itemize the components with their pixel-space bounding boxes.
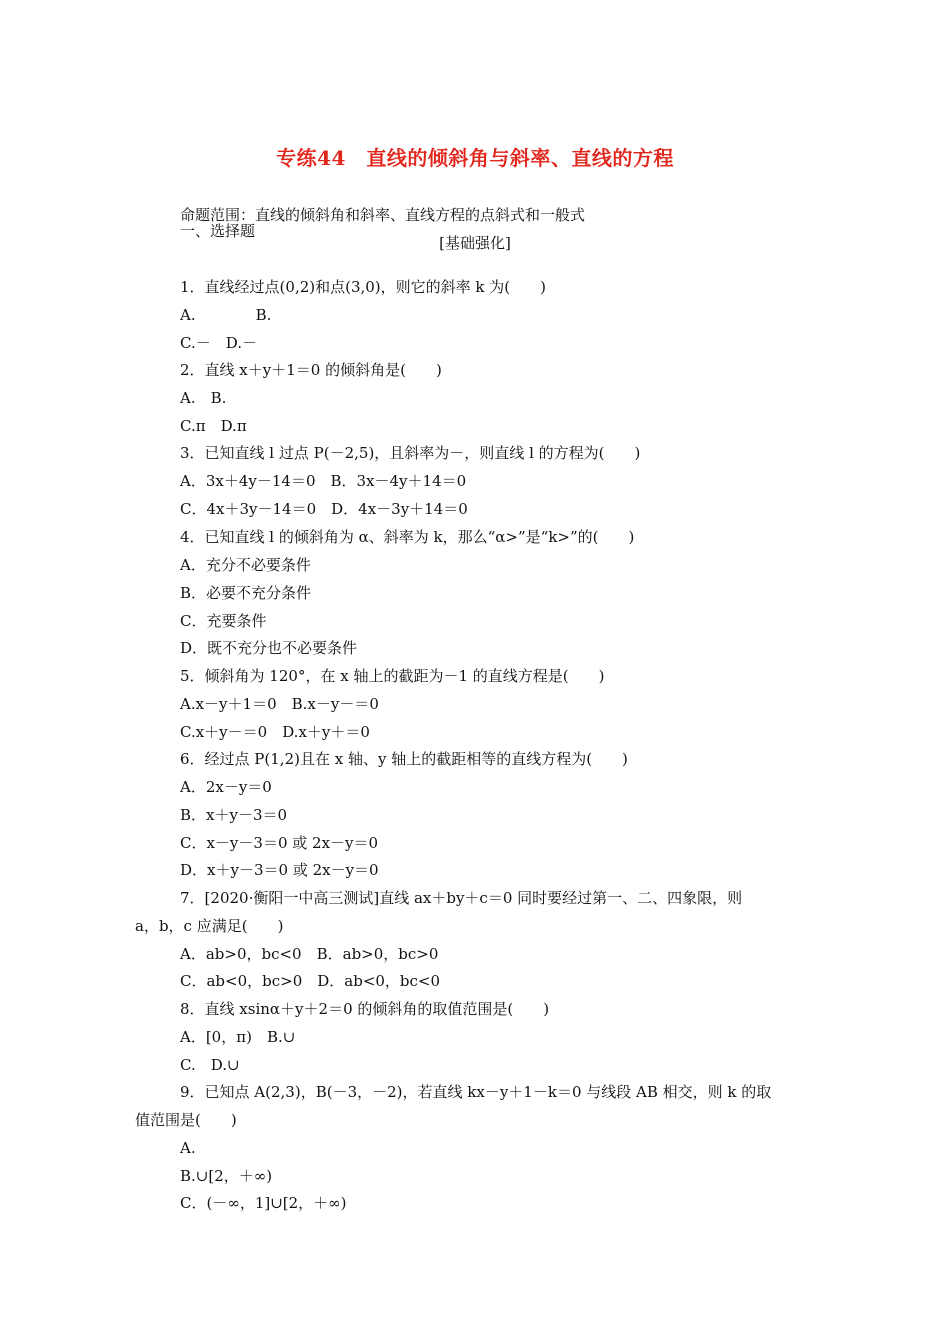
text-line: 8．直线 xsinα＋y＋2＝0 的倾斜角的取值范围是( ) [180,1000,550,1018]
text-line: C.π D.π [180,417,247,435]
text-line: A.x－y＋1＝0 B.x－y－＝0 [180,695,379,713]
text-line: 值范围是( ) [135,1111,237,1129]
text-line: A．3x＋4y－14＝0 B．3x－4y＋14＝0 [180,472,467,490]
text-line: D．x＋y－3＝0 或 2x－y＝0 [180,861,379,879]
text-line: C.x＋y－＝0 D.x＋y＋＝0 [180,723,370,741]
text-line: C.－ D.－ [180,334,257,352]
text-line: B．x＋y－3＝0 [180,806,288,824]
text-line: A. B. [180,389,227,407]
text-line: C．充要条件 [180,612,267,630]
text-line: A. B. [180,306,272,324]
text-line: C．x－y－3＝0 或 2x－y＝0 [180,834,379,852]
text-line: C. D.∪ [180,1056,240,1074]
text-line: D．既不充分也不必要条件 [180,639,358,657]
text-line: 3．已知直线 l 过点 P(－2,5)，且斜率为－，则直线 l 的方程为( ) [180,444,641,462]
text-line: 2．直线 x＋y＋1＝0 的倾斜角是( ) [180,361,442,379]
text-line: A．充分不必要条件 [180,556,311,574]
text-line: A．2x－y＝0 [180,778,272,796]
text-line: C．4x＋3y－14＝0 D．4x－3y＋14＝0 [180,500,468,518]
text-line: 4．已知直线 l 的倾斜角为 α、斜率为 k，那么“α>”是“k>”的( ) [180,528,635,546]
text-line: 命题范围：直线的倾斜角和斜率、直线方程的点斜式和一般式 [180,206,586,224]
text-line: A．[0，π) B.∪ [180,1028,296,1046]
text-line: 6．经过点 P(1,2)且在 x 轴、y 轴上的截距相等的直线方程为( ) [180,750,628,768]
text-line: 9．已知点 A(2,3)，B(－3，－2)，若直线 kx－y＋1－k＝0 与线段 AB 相交，则 k 的取 [180,1083,772,1101]
text-line: B．必要不充分条件 [180,584,312,602]
text-line: 7．[2020·衡阳一中高三测试]直线 ax＋by＋c＝0 同时要经过第一、二、四象限，则 [180,889,743,907]
text-line: 1．直线经过点(0,2)和点(3,0)，则它的斜率 k 为( ) [180,278,546,296]
text-line: 一、选择题 [180,222,256,240]
text-line: [基础强化] [439,234,511,252]
text-line: B.∪[2，＋∞) [180,1167,273,1185]
text-line: 5．倾斜角为 120°，在 x 轴上的截距为－1 的直线方程是( ) [180,667,605,685]
text-line: C．(－∞，1]∪[2，＋∞) [180,1194,347,1212]
page-title: 专练44 直线的倾斜角与斜率、直线的方程 [276,146,674,170]
text-line: A．ab>0，bc<0 B．ab>0，bc>0 [180,945,439,963]
text-line: a，b，c 应满足( ) [135,917,284,935]
text-line: C．ab<0，bc>0 D．ab<0，bc<0 [180,972,441,990]
text-line: A. [180,1139,196,1157]
